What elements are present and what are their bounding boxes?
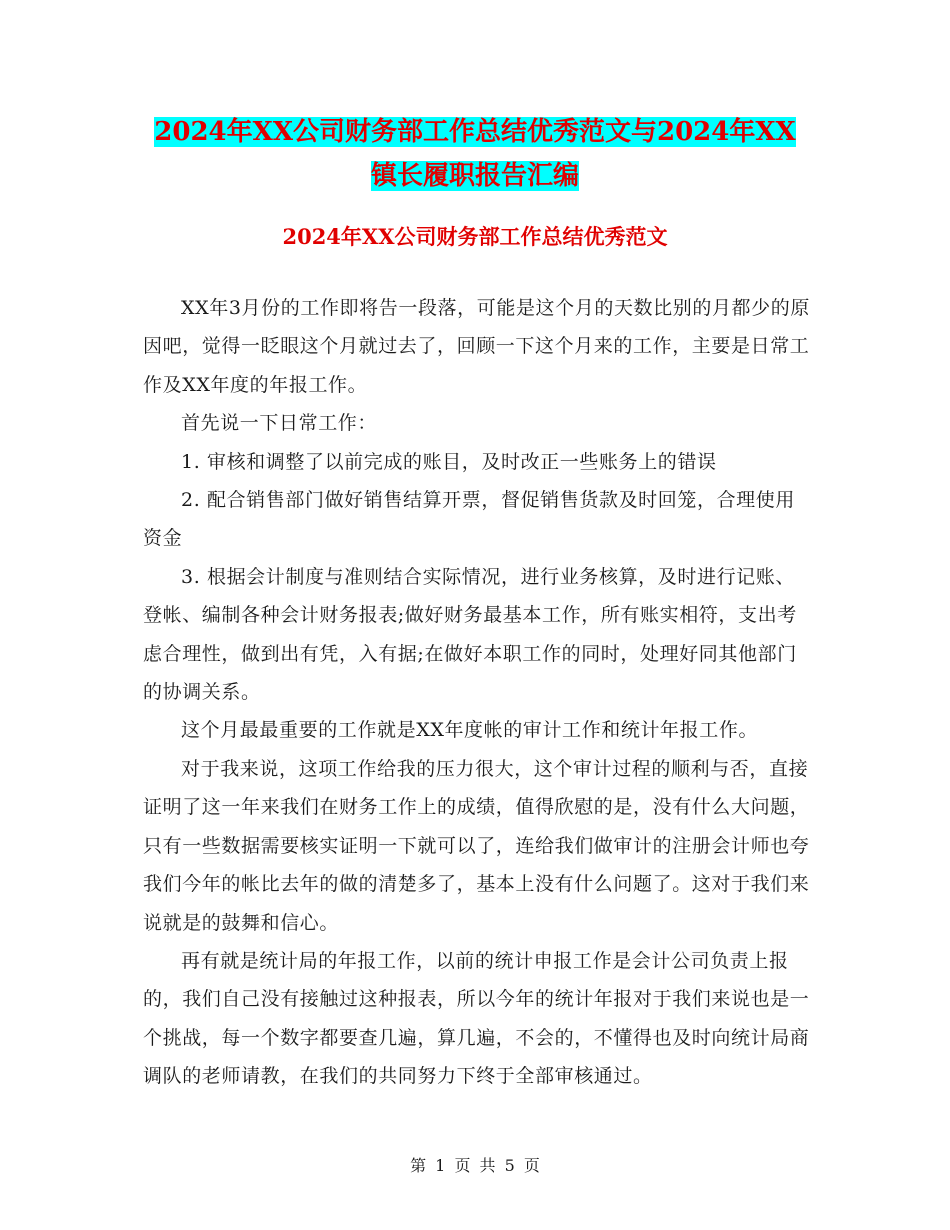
paragraph: 对于我来说，这项工作给我的压力很大，这个审计过程的顺利与否，直接证明了这一年来我们在财务工作上的成绩，值得欣慰的是，没有什么大问题，只有一些数据需要核实证明一下就可以了，连给我们做审计的注册会计师也夸我们今年的帐比去年的做的清楚多了，基本上没有什么问题了。这对于我们来说就是的鼓舞和信心。 [143,757,810,934]
paragraph: 首先说一下日常工作： [181,412,378,435]
list-item: 1. 审核和调整了以前完成的账目，及时改正一些账务上的错误 [181,450,717,473]
list-item: 2. 配合销售部门做好销售结算开票，督促销售货款及时回笼，合理使用资金 [143,489,795,550]
page-footer: 第 1 页 共 5 页 [410,1156,540,1175]
list-item: 3. 根据会计制度与准则结合实际情况，进行业务核算，及时进行记账、登帐、编制各种会计财务报表;做好财务最基本工作，所有账实相符，支出考虑合理性，做到出有凭，入有据;在做好本职工作的同时，处理好同其他部门的协调关系。 [143,565,797,704]
paragraph: 再有就是统计局的年报工作，以前的统计申报工作是会计公司负责上报的，我们自己没有接触过这种报表，所以今年的统计年报对于我们来说也是一个挑战，每一个数字都要查几遍，算几遍，不会的，不懂得也及时向统计局商调队的老师请教，在我们的共同努力下终于全部审核通过。 [143,949,810,1088]
paragraph: 这个月最最重要的工作就是XX年度帐的审计工作和统计年报工作。 [181,719,759,742]
title-line-2: 镇长履职报告汇编 [370,161,579,191]
title-line-1: 2024年XX公司财务部工作总结优秀范文与2024年XX [154,117,796,147]
document-body [143,289,811,1096]
section-title: 2024年XX公司财务部工作总结优秀范文 [282,224,668,249]
document-title [140,110,810,198]
paragraph: XX年3月份的工作即将告一段落，可能是这个月的天数比别的月都少的原因吧，觉得一眨眼这个月就过去了，回顾一下这个月来的工作，主要是日常工作及XX年度的年报工作。 [143,297,810,396]
